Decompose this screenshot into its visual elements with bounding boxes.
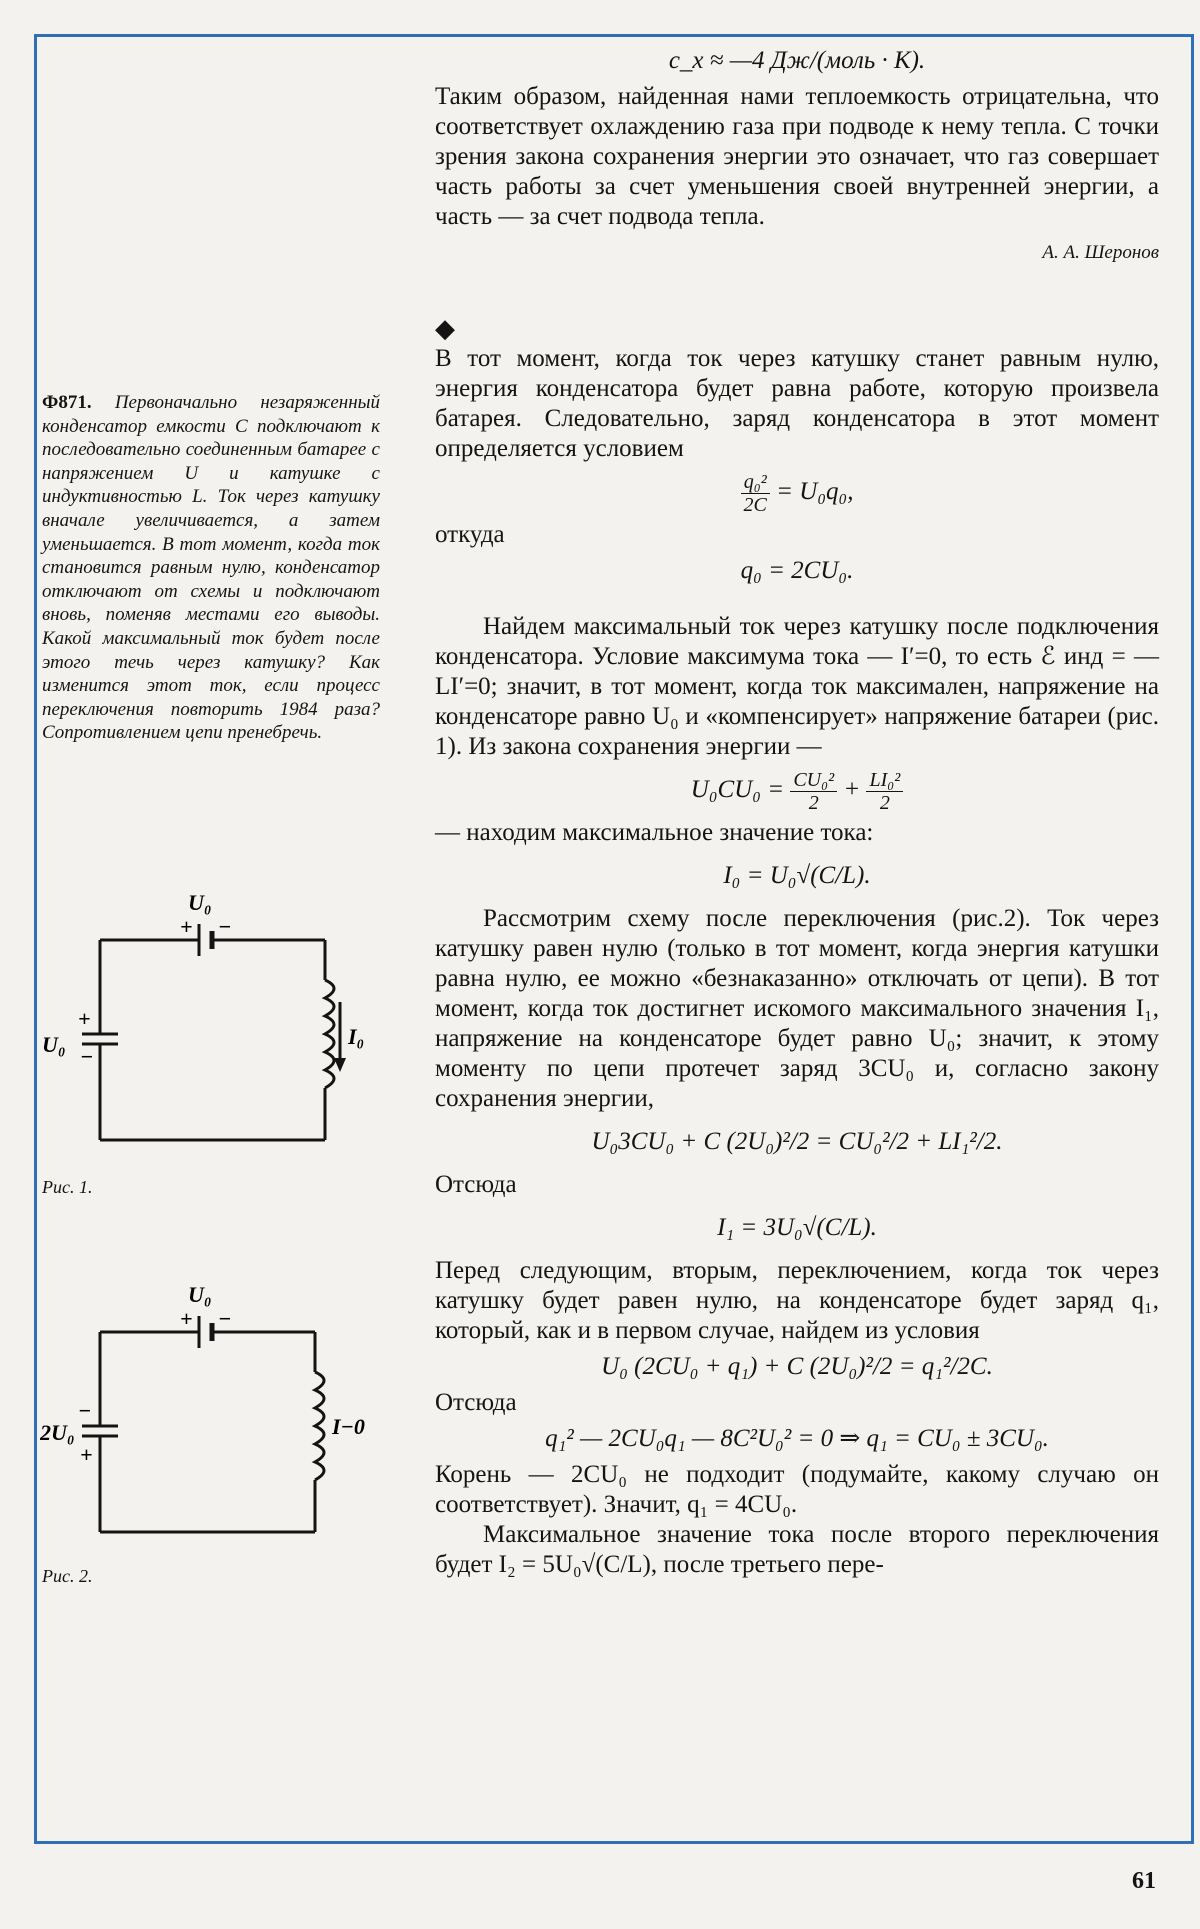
- author: А. А. Шеронов: [1042, 242, 1159, 263]
- solution-marker: ◆: [435, 314, 455, 343]
- fig1-current-label: I₀: [348, 1024, 365, 1049]
- formula-7: U₀ (2CU₀ + q₁) + C (2U₀)²/2 = q₁²/2C.: [601, 1353, 993, 1380]
- problem-number: Ф871.: [42, 392, 92, 413]
- svg-text:−: −: [218, 914, 232, 939]
- main-column: [435, 40, 1159, 1580]
- formula-3: U₀CU₀ = $\frac{\text{CU₀²}}{2}$ + $\frac{\text{LI₀²}}{2}$: [435, 766, 1159, 814]
- otkuda-1: откуда: [435, 521, 505, 548]
- solution-paragraph-5: Перед следующим, вторым, переключением, когда ток через катушку будет равен нулю, на конденсаторе будет заряд q₁, который, как и в первом случае, найдем из условия: [435, 1257, 1159, 1344]
- svg-text:−: −: [78, 1398, 92, 1423]
- svg-text:+: +: [78, 1006, 91, 1031]
- solution-paragraph-2: Найдем максимальный ток через катушку после подключения конденсатора. Условие максимума тока — I′=0, то есть ℰ инд = —LI′=0; значит, в тот момент, когда ток максимален, напряжение на конденсаторе равно U₀ и «компенсирует» напряжение батареи (рис. 1). Из закона сохранения энергии —: [435, 613, 1159, 760]
- inductor-coil-2: [315, 1372, 324, 1480]
- fig1-capacitor-label: U₀: [42, 1032, 66, 1057]
- fig2-capacitor-label: 2U₀: [40, 1420, 75, 1445]
- solution-paragraph-6: Корень — 2CU₀ не подходит (подумайте, какому случаю он соответствует). Значит, q₁ = 4CU₀.: [435, 1461, 1159, 1518]
- problem-statement: [42, 391, 380, 745]
- formula-1-fraction: $\frac{\text{q₀²}}{2C}$: [741, 471, 770, 516]
- solution-paragraph-1: В тот момент, когда ток через катушку станет равным нулю, энергия конденсатора будет равна работе, которую произвела батарея. Следовательно, заряд конденсатора в этот момент определяется условием: [435, 345, 1159, 462]
- fig1-battery-label: U₀: [188, 890, 212, 915]
- otkuda-3: Отсюда: [435, 1389, 517, 1416]
- intro-paragraph: Таким образом, найденная нами теплоемкость отрицательна, что соответствует охлаждению газа при подводе к нему тепла. С точки зрения закона сохранения энергии это означает, что газ совершает часть работы за счет уменьшения своей внутренней энергии, а часть — за счет подвода тепла.: [435, 83, 1159, 230]
- solution-paragraph-7: Максимальное значение тока после второго переключения будет I₂ = 5U₀√(C/L), после третьего пере-: [435, 1521, 1159, 1578]
- svg-text:+: +: [80, 1442, 93, 1467]
- svg-text:−: −: [80, 1044, 94, 1069]
- formula-1: $\frac{\text{q₀²}}{2C}$ = U₀q₀,: [435, 468, 1159, 516]
- formula-2: q₀ = 2CU₀.: [740, 557, 854, 584]
- svg-text:−: −: [218, 1306, 232, 1331]
- solution-paragraph-4: Рассмотрим схему после переключения (рис.2). Ток через катушку равен нулю (только в тот момент, когда энергия катушки равна нулю, ее можно «безнаказанно» отключать от цепи). В тот момент, когда ток достигнет искомого максимального значения I₁, напряжение на конденсаторе будет равно U₀; значит, к этому моменту по цепи протечет заряд 3CU₀ и, согласно закону сохранения энергии,: [435, 905, 1159, 1112]
- problem-text: Первоначально незаряженный конденсатор емкости C подключают к последовательно соединенным батарее с напряжением U и катушке с индуктивностью L. Ток через катушку вначале увеличивается, а затем уменьшается. В тот момент, когда ток становится равным нулю, конденсатор отключают от схемы и подключают вновь, поменяв местами его выводы. Какой максимальный ток будет после этого течь через катушку? Как изменится этот ток, если процесс переключения повторить 1984 раза? Сопротивлением цепи пренебречь.: [42, 392, 380, 744]
- formula-6: I₁ = 3U₀√(C/L).: [717, 1214, 877, 1241]
- top-formula: c_x ≈ —4 Дж/(моль · К).: [668, 47, 926, 74]
- figure-2-circuit: [40, 1272, 380, 1562]
- formula-4: I₀ = U₀√(C/L).: [723, 862, 871, 889]
- page-number: 61: [1132, 1868, 1156, 1894]
- fig2-battery-label: U₀: [188, 1282, 212, 1307]
- figure-1-caption: Рис. 1.: [42, 1177, 93, 1197]
- fig2-current-label: I−0: [332, 1414, 365, 1439]
- solution-paragraph-3: — находим максимальное значение тока:: [435, 819, 874, 846]
- formula-8: q₁² — 2CU₀q₁ — 8C²U₀² = 0 ⇒ q₁ = CU₀ ± 3CU₀.: [545, 1425, 1049, 1452]
- svg-text:+: +: [180, 914, 193, 939]
- inductor-coil: [325, 980, 334, 1088]
- formula-5: U₀3CU₀ + C (2U₀)²/2 = CU₀²/2 + LI₁²/2.: [591, 1128, 1003, 1155]
- otkuda-2: Отсюда: [435, 1171, 517, 1198]
- svg-text:+: +: [180, 1306, 193, 1331]
- figure-2-caption: Рис. 2.: [42, 1566, 93, 1586]
- figure-1-circuit: [40, 880, 380, 1170]
